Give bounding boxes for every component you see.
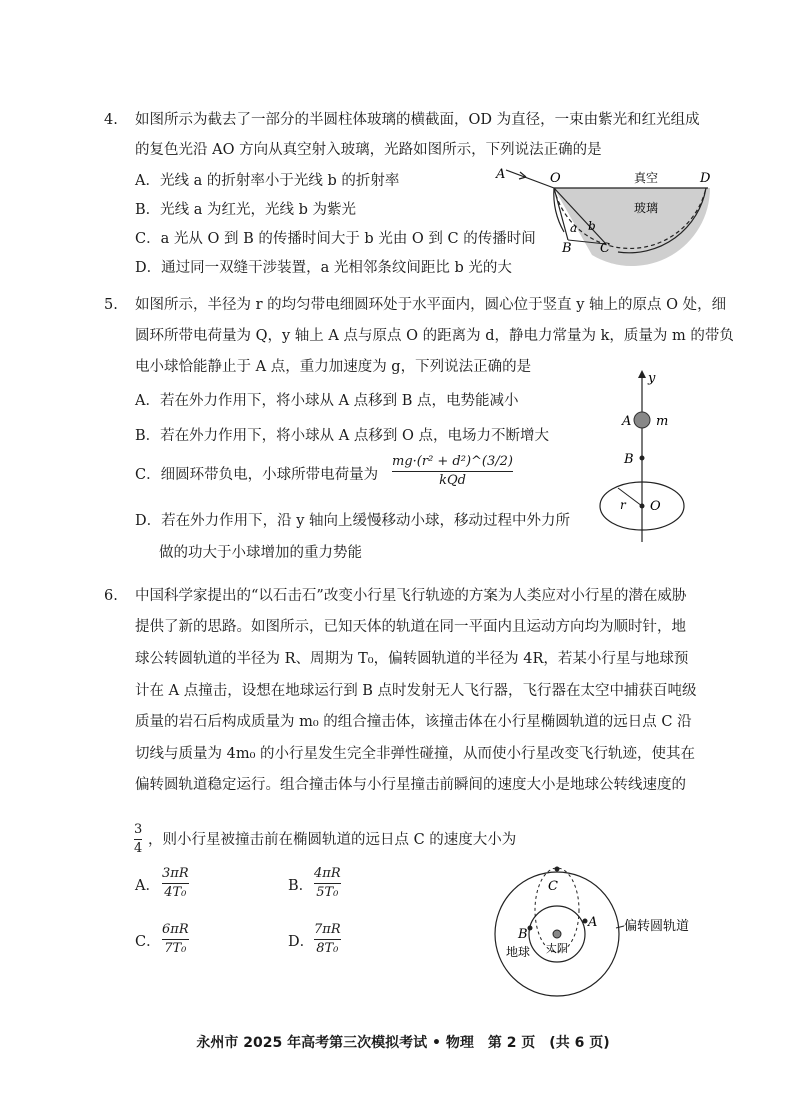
q6-option-d-label: D． xyxy=(288,934,315,950)
q4-stem-line1: 如图所示为截去了一部分的半圆柱体玻璃的横截面，OD 为直径，一束由紫光和红光组成 xyxy=(135,112,700,128)
fraction-bar xyxy=(314,939,341,940)
point-b xyxy=(640,456,645,461)
label-o: O xyxy=(550,171,561,186)
q4-option-c: C．a 光从 O 到 B 的传播时间大于 b 光由 O 到 C 的传播时间 xyxy=(135,231,536,247)
charged-ball xyxy=(634,412,650,428)
point-c xyxy=(555,867,560,872)
label-m: m xyxy=(656,414,669,429)
q5-c-numerator: mg·(r² + d²)^(3/2) xyxy=(392,454,513,469)
label-b: B xyxy=(518,927,528,942)
q5-option-b: B．若在外力作用下，将小球从 A 点移到 O 点，电场力不断增大 xyxy=(135,428,549,444)
q5-option-d-line2: 做的功大于小球增加的重力势能 xyxy=(159,545,362,561)
fraction-three-quarters xyxy=(134,822,142,857)
q4-stem-line2: 的复色光沿 AO 方向从真空射入玻璃，光路如图所示，下列说法正确的是 xyxy=(135,142,602,158)
y-axis-arrow-icon xyxy=(638,370,646,378)
label-earth: 地球 xyxy=(506,945,531,959)
q6-orbit-figure xyxy=(492,858,722,1008)
q6-option-a-label: A． xyxy=(135,878,160,894)
q6-line3: 球公转圆轨道的半径为 R、周期为 T₀，偏转圆轨道的半径为 4R，若某小行星与地球预 xyxy=(135,651,689,667)
q5-option-c-fraction xyxy=(392,454,513,489)
q6-a-denominator: 4T₀ xyxy=(164,885,187,900)
q5-figure xyxy=(592,366,702,546)
label-b: B xyxy=(624,452,634,467)
q6-line6: 切线与质量为 4m₀ 的小行星发生完全非弹性碰撞，从而使小行星改变飞行轨迹，使其在 xyxy=(135,746,696,762)
q6-line2: 提供了新的思路。如图所示，已知天体的轨道在同一平面内且运动方向均为顺时针，地 xyxy=(135,619,686,635)
q5-c-denominator: kQd xyxy=(439,473,466,488)
q6-option-c-label: C． xyxy=(135,934,161,950)
label-b-point: B xyxy=(562,241,572,256)
label-r: r xyxy=(620,498,626,512)
q5-option-a: A．若在外力作用下，将小球从 A 点移到 B 点，电势能减小 xyxy=(135,393,519,409)
q4-number: 4. xyxy=(104,112,118,128)
point-a xyxy=(583,919,588,924)
label-y: y xyxy=(648,371,656,386)
label-o: O xyxy=(650,499,661,514)
q4-figure xyxy=(488,160,728,280)
sun xyxy=(553,930,561,938)
q5-number: 5. xyxy=(104,297,118,313)
q6-number: 6. xyxy=(104,588,118,604)
q6-line4: 计在 A 点撞击，设想在地球运行到 B 点时发射无人飞行器，飞行器在太空中捕获百吨级 xyxy=(135,683,697,699)
q6-a-numerator: 3πR xyxy=(162,866,189,881)
label-ray-b: b xyxy=(588,219,596,233)
q6-option-d-fraction xyxy=(314,922,341,957)
incident-ray xyxy=(506,170,554,188)
label-d: D xyxy=(700,171,711,186)
q6-b-denominator: 5T₀ xyxy=(316,885,339,900)
point-b xyxy=(528,926,533,931)
q5-stem-line1: 如图所示，半径为 r 的均匀带电细圆环处于水平面内，圆心位于竖直 y 轴上的原点 O 处，细 xyxy=(135,297,727,313)
label-a: A xyxy=(622,414,632,429)
q6-line7: 偏转圆轨道稳定运行。组合撞击体与小行星撞击前瞬间的速度大小是地球公转线速度的 xyxy=(135,777,686,793)
label-c-point: C xyxy=(600,241,610,256)
q6-c-numerator: 6πR xyxy=(162,922,189,937)
label-sun: 太阳 xyxy=(546,942,568,955)
label-glass: 玻璃 xyxy=(634,201,659,215)
q5-option-c-prefix: C．细圆环带负电，小球所带电荷量为 xyxy=(135,467,379,483)
q6-d-numerator: 7πR xyxy=(314,922,341,937)
frac34-denominator: 4 xyxy=(134,841,143,856)
q6-option-b-label: B． xyxy=(288,878,314,894)
q6-c-denominator: 7T₀ xyxy=(164,941,187,956)
q6-option-a-fraction xyxy=(162,866,189,901)
q4-option-b: B．光线 a 为红光，光线 b 为紫光 xyxy=(135,202,357,218)
fraction-bar xyxy=(392,471,513,472)
frac34-numerator: 3 xyxy=(134,822,143,837)
label-c: C xyxy=(548,879,558,894)
q4-option-a: A．光线 a 的折射率小于光线 b 的折射率 xyxy=(135,173,400,189)
q4-option-d: D．通过同一双缝干涉装置，a 光相邻条纹间距比 b 光的大 xyxy=(135,260,512,276)
page-footer: 永州市 2025 年高考第三次模拟考试 • 物理 第 2 页 (共 6 页) xyxy=(196,1035,610,1051)
q5-stem-line2: 圆环所带电荷量为 Q，y 轴上 A 点与原点 O 的距离为 d，静电力常量为 k，质量为 m 的带负 xyxy=(135,328,734,344)
q6-line1: 中国科学家提出的“以石击石”改变小行星飞行轨迹的方案为人类应对小行星的潜在威胁 xyxy=(135,588,687,604)
q5-option-d-line1: D．若在外力作用下，沿 y 轴向上缓慢移动小球，移动过程中外力所 xyxy=(135,513,571,529)
q6-option-b-fraction xyxy=(314,866,341,901)
fraction-bar xyxy=(314,883,341,884)
q5-stem-line3: 电小球恰能静止于 A 点，重力加速度为 g，下列说法正确的是 xyxy=(135,359,532,375)
orbit-label-leader xyxy=(616,926,624,928)
label-deflection-orbit: 偏转圆轨道 xyxy=(624,919,690,934)
fraction-bar xyxy=(162,883,189,884)
fraction-bar xyxy=(162,939,189,940)
q6-d-denominator: 8T₀ xyxy=(316,941,339,956)
label-a: A xyxy=(588,915,598,930)
q6-b-numerator: 4πR xyxy=(314,866,341,881)
q6-option-c-fraction xyxy=(162,922,189,957)
q6-line5: 质量的岩石后构成质量为 m₀ 的组合撞击体，该撞击体在小行星椭圆轨道的远日点 C 沿 xyxy=(135,714,692,730)
q6-line8: ，则小行星被撞击前在椭圆轨道的远日点 C 的速度大小为 xyxy=(148,832,517,848)
label-vacuum: 真空 xyxy=(634,171,659,185)
fraction-bar xyxy=(134,839,142,840)
label-ray-a: a xyxy=(570,221,578,235)
label-a-point: A xyxy=(496,167,506,182)
